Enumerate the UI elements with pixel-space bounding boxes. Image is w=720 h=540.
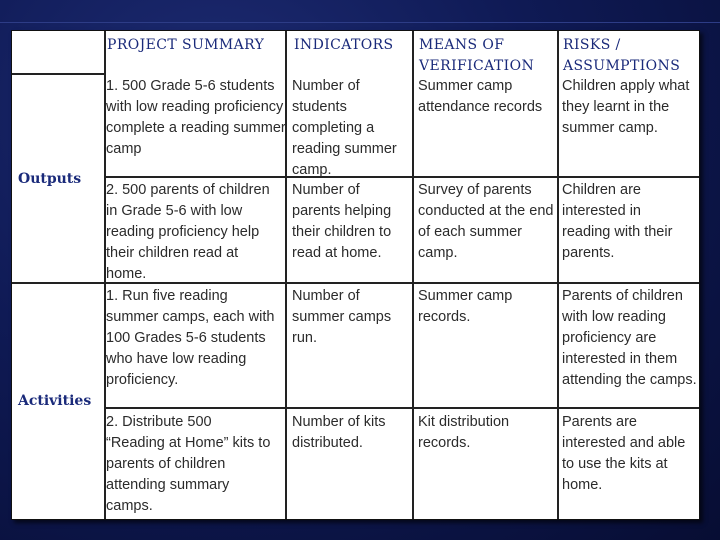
header-project-summary: PROJECT SUMMARY — [107, 37, 265, 53]
header-row-divider — [12, 73, 104, 75]
activity-1-summary: 1. Run five reading summer camps, each with 100 Grades 5-6 students who have low reading proficiency. — [106, 288, 275, 388]
output-2-means: Survey of parents conducted at the end of each summer camp. — [418, 182, 554, 261]
output-1-indicator: Number of students completing a reading summer camp. — [292, 78, 397, 178]
activity-1-risks: Parents of children with low reading proficiency are interested in them attending the camps. — [562, 288, 697, 388]
row-label-outputs: Outputs — [18, 171, 82, 187]
output-1-summary: 1. 500 Grade 5-6 students with low reading proficiency complete a reading summer camp — [106, 78, 286, 157]
activity-1-means: Summer camp records. — [418, 288, 513, 325]
slide-top-rule — [0, 22, 720, 23]
output-2-risks: Children are interested in reading with their parents. — [562, 182, 673, 261]
activity-2-summary: 2. Distribute 500 “Reading at Home” kits to parents of children attending summary camps. — [106, 414, 271, 514]
output-1-means: Summer camp attendance records — [418, 78, 543, 115]
activity-1-indicator: Number of summer camps run. — [292, 288, 392, 346]
row-label-activities: Activities — [18, 393, 92, 409]
activity-row-divider — [104, 407, 699, 409]
header-risks-assumptions: RISKS / ASSUMPTIONS — [563, 37, 681, 74]
header-means-of-verification: MEANS OF VERIFICATION — [419, 37, 535, 74]
output-2-summary: 2. 500 parents of children in Grade 5-6 with low reading proficiency help their children read at home. — [106, 182, 270, 282]
logframe-table — [11, 30, 700, 520]
activity-2-indicator: Number of kits distributed. — [292, 414, 386, 451]
output-2-indicator: Number of parents helping their children to read at home. — [292, 182, 392, 261]
activity-2-risks: Parents are interested and able to use the kits at home. — [562, 414, 686, 493]
activity-2-means: Kit distribution records. — [418, 414, 510, 451]
header-indicators: INDICATORS — [294, 37, 394, 53]
output-1-risks: Children apply what they learnt in the summer camp. — [562, 78, 690, 136]
